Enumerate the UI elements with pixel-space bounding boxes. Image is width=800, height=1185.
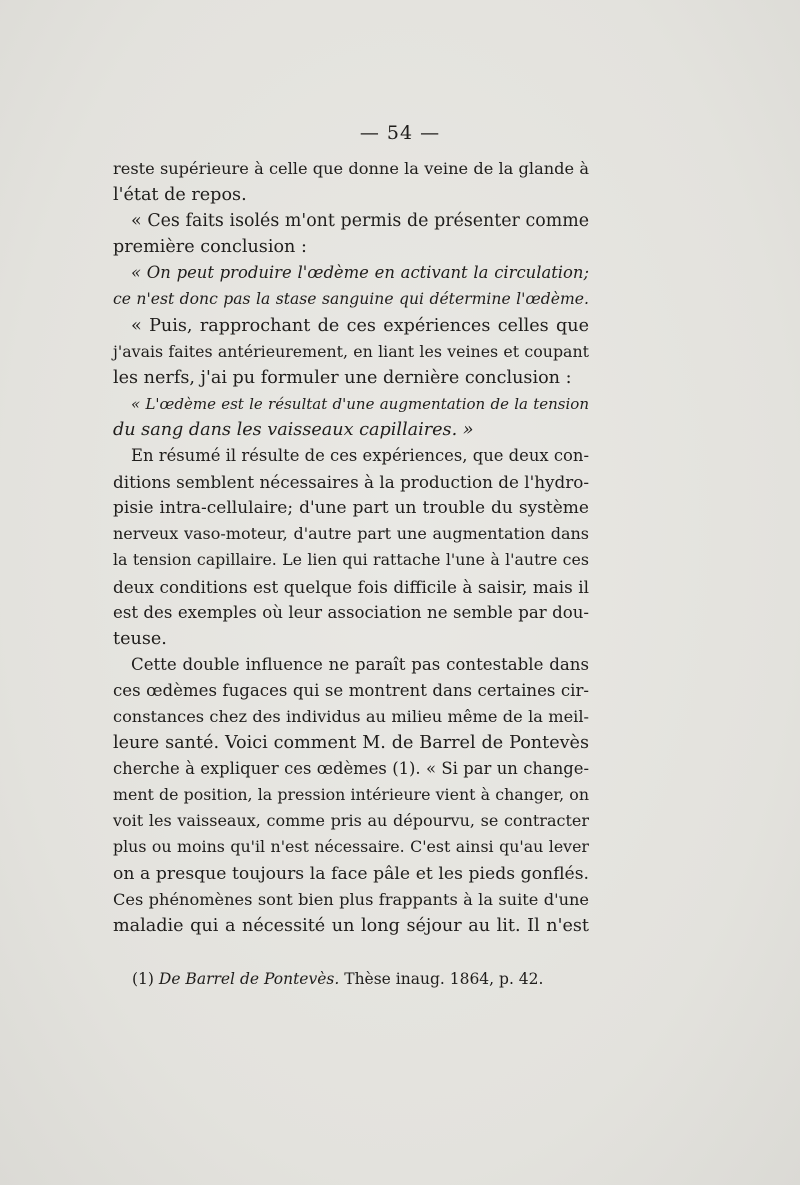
text-line: deux conditions est quelque fois difficile à saisir, mais il: [113, 576, 589, 597]
footnote: [132, 970, 543, 988]
text-line: ment de position, la pression intérieure vient à changer, on: [113, 785, 589, 805]
text-line: Ces phénomènes sont bien plus frappants à la suite d'une: [113, 889, 589, 909]
text-line: « Ces faits isolés m'ont permis de présenter comme: [131, 211, 589, 232]
footnote-marker: (1): [132, 970, 154, 988]
text-line: « On peut produire l'œdème en activant la circulation;: [131, 263, 589, 283]
text-line: cherche à expliquer ces œdèmes (1). « Si par un change-: [113, 759, 589, 779]
text-line: les nerfs, j'ai pu formuler une dernière conclusion :: [113, 367, 572, 388]
text-line: constances chez des individus au milieu même de la meil-: [113, 706, 589, 726]
text-line: l'état de repos.: [113, 185, 247, 206]
body-text: [113, 156, 589, 939]
text-line: En résumé il résulte de ces expériences, que deux con-: [131, 446, 590, 466]
text-line: on a presque toujours la face pâle et les pieds gonflés.: [113, 863, 589, 884]
text-line: j'avais faites antérieurement, en liant les veines et coupant: [113, 341, 589, 361]
text-line: teuse.: [113, 628, 167, 649]
footnote-author: De Barrel de Pontevès.: [158, 970, 340, 988]
text-line: reste supérieure à celle que donne la veine de la glande à: [113, 159, 589, 178]
page-number: — 54 —: [359, 122, 441, 144]
text-line: voit les vaisseaux, comme pris au dépourvu, se contracter: [113, 811, 589, 831]
text-line: ce n'est donc pas la stase sanguine qui détermine l'œdème.: [113, 290, 589, 309]
text-line: « L'œdème est le résultat d'une augmentation de la tension: [131, 394, 589, 413]
text-line: première conclusion :: [113, 237, 307, 258]
footnote-reference: Thèse inaug. 1864, p. 42.: [344, 970, 544, 988]
text-line: pisie intra-cellulaire; d'une part un trouble du système: [113, 498, 589, 519]
text-line: est des exemples où leur association ne semble par dou-: [113, 602, 589, 622]
text-line: ditions semblent nécessaires à la production de l'hydro-: [113, 472, 590, 493]
text-line: maladie qui a nécessité un long séjour au lit. Il n'est: [113, 915, 589, 936]
text-line: plus ou moins qu'il n'est nécessaire. C'est ainsi qu'au lever: [113, 837, 589, 857]
text-line: « Puis, rapprochant de ces expériences celles que: [131, 315, 589, 336]
text-line: ces œdèmes fugaces qui se montrent dans certaines cir-: [113, 680, 589, 700]
text-line: du sang dans les vaisseaux capillaires. »: [113, 419, 474, 440]
text-line: nerveux vaso-moteur, d'autre part une augmentation dans: [113, 524, 589, 544]
text-line: leure santé. Voici comment M. de Barrel de Pontevès: [113, 733, 589, 754]
text-line: la tension capillaire. Le lien qui rattache l'une à l'autre ces: [113, 550, 589, 570]
text-line: Cette double influence ne paraît pas contestable dans: [131, 654, 589, 674]
